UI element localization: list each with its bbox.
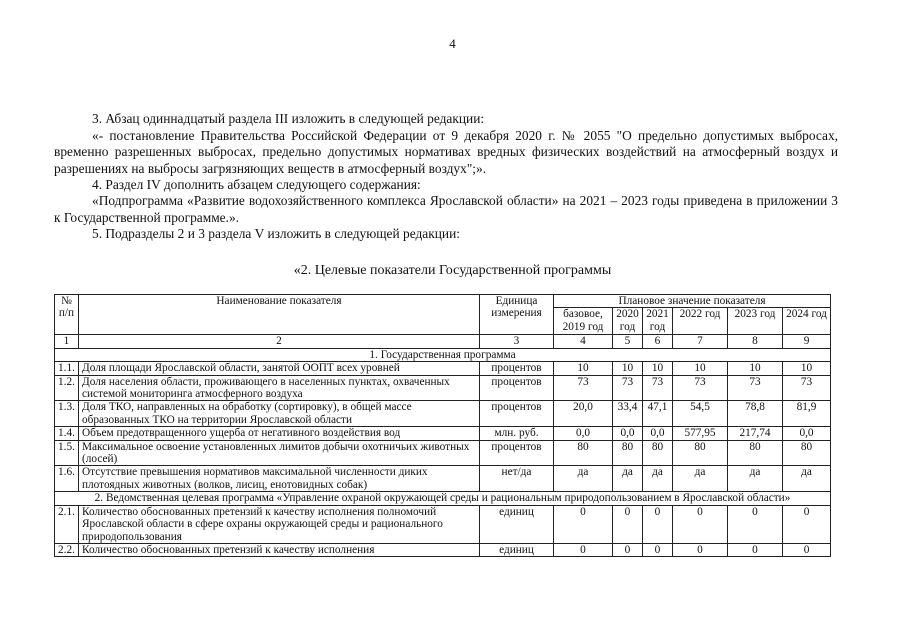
indicator-value: 81,9 (783, 401, 831, 427)
indicator-value: 80 (554, 440, 613, 466)
indicator-value: 47,1 (643, 401, 673, 427)
row-number: 1.4. (55, 427, 79, 440)
indicator-value: 10 (673, 362, 728, 375)
indicator-value: 73 (673, 375, 728, 401)
paragraph-block-1 (54, 111, 838, 194)
row-number: 1.1. (55, 362, 79, 375)
indicator-value: 10 (554, 362, 613, 375)
indicator-value: 80 (643, 440, 673, 466)
group-title: 2. Ведомственная целевая программа «Управление охраной окружающей среды и рациональным природопользованием в Ярославской области» (55, 492, 831, 505)
header-year: 2022 год (673, 308, 728, 335)
indicator-name: Максимальное освоение установленных лимитов добычи охотничьих животных (лосей) (79, 440, 480, 466)
indicator-unit: единиц (480, 505, 554, 543)
indicator-value: 0 (613, 505, 643, 543)
row-number: 1.5. (55, 440, 79, 466)
indicator-value: 0 (673, 543, 728, 556)
table-row (55, 362, 831, 375)
indicator-name: Доля населения области, проживающего в населенных пунктах, охваченных системой мониторинга атмосферного воздуха (79, 375, 480, 401)
indicator-value: 73 (643, 375, 673, 401)
group-1-rows (55, 362, 831, 492)
indicator-name: Количество обоснованных претензий к качеству исполнения полномочий Ярославской области в сфере охраны окружающей среды и рационального природопользования (79, 505, 480, 543)
indicator-value: 0 (728, 543, 783, 556)
column-number: 1 (55, 335, 79, 348)
paragraph-5: 5. Подразделы 2 и 3 раздела V изложить в следующей редакции: (92, 226, 460, 241)
indicator-value: 0,0 (613, 427, 643, 440)
indicator-value: да (554, 466, 613, 492)
group-title: 1. Государственная программа (55, 348, 831, 361)
indicator-unit: единиц (480, 543, 554, 556)
column-number: 2 (79, 335, 480, 348)
indicator-value: 78,8 (728, 401, 783, 427)
row-number: 1.6. (55, 466, 79, 492)
table-row (55, 543, 831, 556)
indicator-value: 73 (554, 375, 613, 401)
column-number: 9 (783, 335, 831, 348)
indicator-value: да (613, 466, 643, 492)
indicator-value: 80 (613, 440, 643, 466)
header-year: 2020 год (613, 308, 643, 335)
page-number: 4 (449, 36, 456, 51)
indicator-value: 577,95 (673, 427, 728, 440)
indicator-value: 20,0 (554, 401, 613, 427)
indicator-name: Отсутствие превышения нормативов максимальной численности диких плотоядных животных (волков, лисиц, енотовидных собак) (79, 466, 480, 492)
indicator-value: да (783, 466, 831, 492)
column-number: 8 (728, 335, 783, 348)
paragraph-3: 4. Раздел IV дополнить абзацем следующего содержания: (92, 177, 421, 192)
section-title: «2. Целевые показатели Государственной программы (293, 263, 612, 278)
indicator-value: 80 (783, 440, 831, 466)
indicator-value: 0 (643, 505, 673, 543)
indicator-value: 80 (728, 440, 783, 466)
indicator-value: 0 (554, 505, 613, 543)
indicator-unit: млн. руб. (480, 427, 554, 440)
indicator-value: 0 (728, 505, 783, 543)
indicator-unit: процентов (480, 401, 554, 427)
indicator-value: 0 (613, 543, 643, 556)
header-year: 2023 год (728, 308, 783, 335)
header-num: № п/п (55, 295, 79, 335)
row-number: 2.1. (55, 505, 79, 543)
table-row (55, 375, 831, 401)
indicator-value: да (728, 466, 783, 492)
header-year: 2021 год (643, 308, 673, 335)
header-year: базовое, 2019 год (554, 308, 613, 335)
indicator-unit: процентов (480, 440, 554, 466)
indicator-value: 73 (783, 375, 831, 401)
column-number: 3 (480, 335, 554, 348)
paragraph-2: «- постановление Правительства Российской Федерации от 9 декабря 2020 г. № 2055 "О предельно допустимых выбросах, временно разрешенных выбросах, предельно допустимых нормативах вредных физических воздействий на атмосферный воздух и разрешениях на выбросы загрязняющих веществ в атмосферный воздух";». (54, 127, 838, 176)
header-name: Наименование показателя (79, 295, 480, 335)
row-number: 1.2. (55, 375, 79, 401)
column-number: 4 (554, 335, 613, 348)
indicator-value: 33,4 (613, 401, 643, 427)
indicator-value: 0,0 (783, 427, 831, 440)
indicator-value: 73 (728, 375, 783, 401)
indicator-value: 10 (728, 362, 783, 375)
column-number: 5 (613, 335, 643, 348)
indicator-name: Количество обоснованных претензий к качеству исполнения (79, 543, 480, 556)
indicator-unit: процентов (480, 375, 554, 401)
indicator-value: 73 (613, 375, 643, 401)
indicator-name: Доля площади Ярославской области, занятой ООПТ всех уровней (79, 362, 480, 375)
indicator-name: Доля ТКО, направленных на обработку (сортировку), в общей массе образованных ТКО на территории Ярославской области (79, 401, 480, 427)
indicator-name: Объем предотвращенного ущерба от негативного воздействия вод (79, 427, 480, 440)
table-header-row (55, 295, 831, 308)
indicator-value: 0,0 (554, 427, 613, 440)
indicator-value: 0 (673, 505, 728, 543)
table-row (55, 427, 831, 440)
indicator-value: да (643, 466, 673, 492)
indicator-value: 0 (643, 543, 673, 556)
indicator-value: 10 (783, 362, 831, 375)
paragraph-1: 3. Абзац одиннадцатый раздела III изложить в следующей редакции: (92, 111, 485, 126)
indicator-value: 0 (554, 543, 613, 556)
indicator-value: 0 (783, 505, 831, 543)
indicator-value: 10 (613, 362, 643, 375)
group-row-2 (55, 492, 831, 505)
paragraph-block-2 (54, 193, 838, 243)
row-number: 2.2. (55, 543, 79, 556)
paragraph-4: «Подпрограмма «Развитие водохозяйственного комплекса Ярославской области» на 2021 – 2023 годы приведена в приложении 3 к Государственной программе.». (54, 193, 838, 225)
indicator-unit: нет/да (480, 466, 554, 492)
row-number: 1.3. (55, 401, 79, 427)
group-row-1 (55, 348, 831, 361)
column-number: 7 (673, 335, 728, 348)
indicator-value: 0 (783, 543, 831, 556)
indicator-value: 0,0 (643, 427, 673, 440)
column-number-row (55, 335, 831, 348)
indicator-value: да (673, 466, 728, 492)
table-row (55, 505, 831, 543)
indicator-value: 217,74 (728, 427, 783, 440)
indicator-value: 80 (673, 440, 728, 466)
table-row (55, 466, 831, 492)
indicator-value: 10 (643, 362, 673, 375)
header-plan: Плановое значение показателя (554, 295, 831, 308)
group-2-rows (55, 505, 831, 557)
header-year: 2024 год (783, 308, 831, 335)
table-row (55, 401, 831, 427)
indicators-table (54, 294, 831, 557)
table-row (55, 440, 831, 466)
column-number: 6 (643, 335, 673, 348)
header-unit: Единица измерения (480, 295, 554, 335)
indicator-unit: процентов (480, 362, 554, 375)
indicator-value: 54,5 (673, 401, 728, 427)
